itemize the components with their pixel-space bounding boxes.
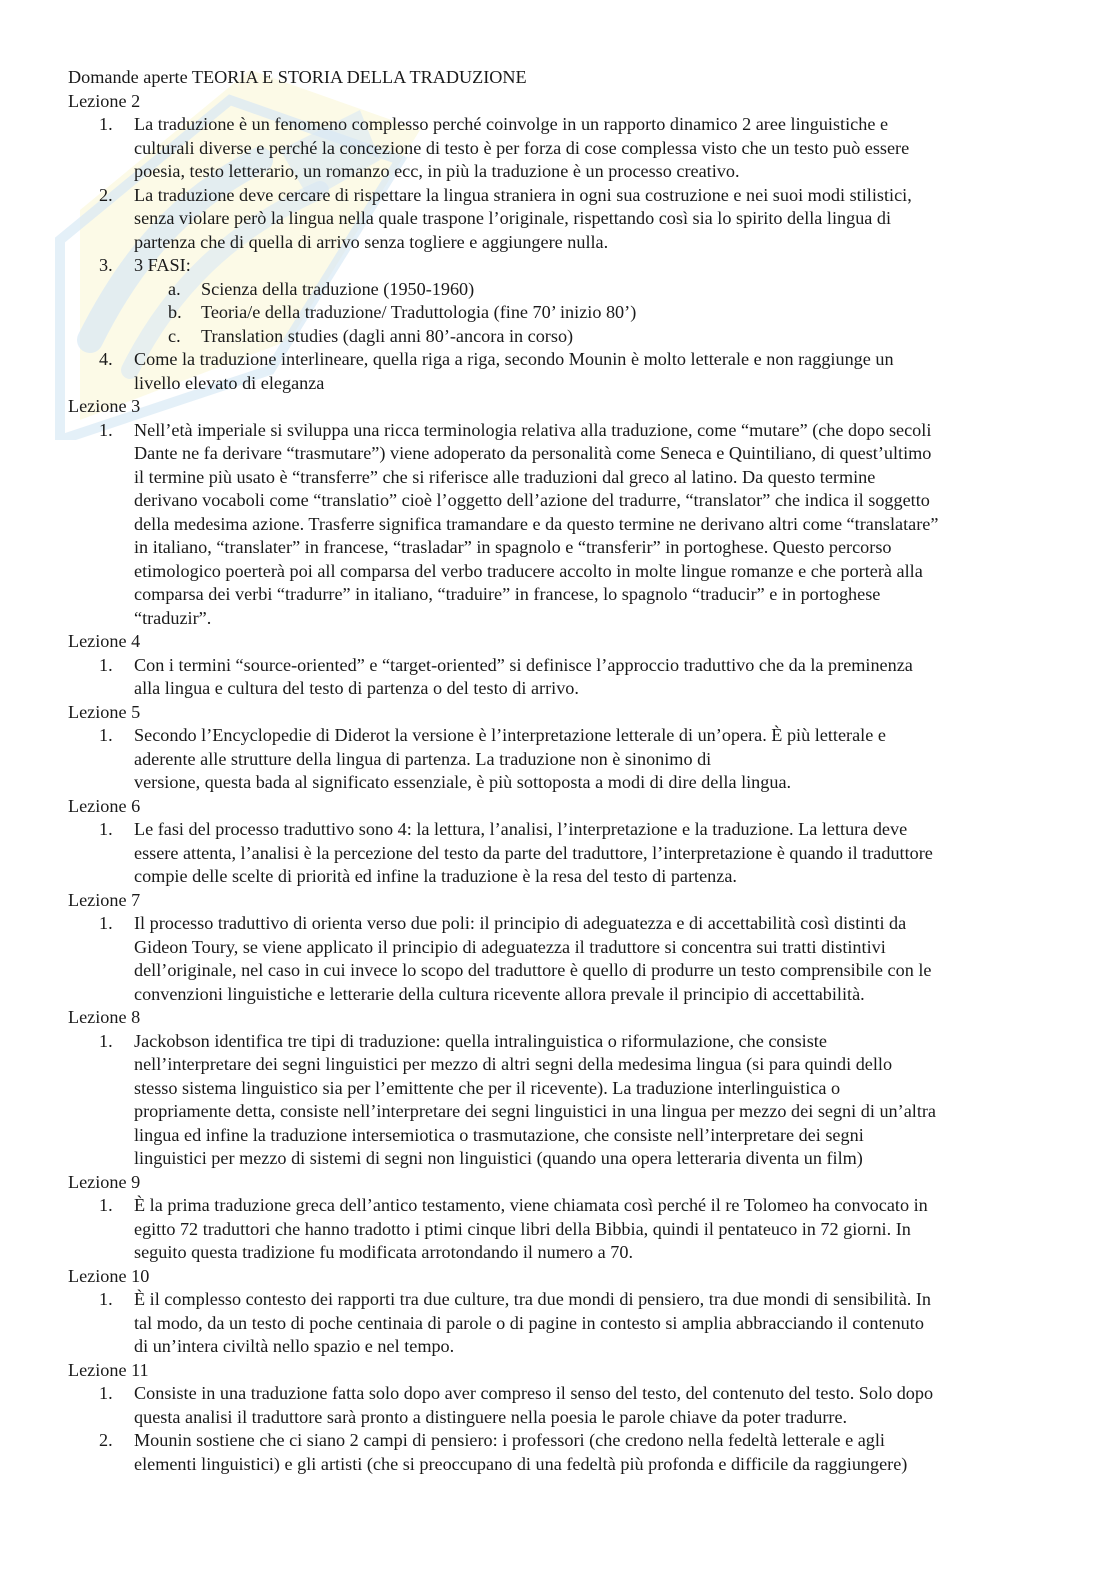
answer-number: 1. [99, 654, 113, 675]
answer-text-line: compie delle scelte di priorità ed infine la traduzione è la resa del testo di partenza. [134, 866, 737, 886]
sub-list [134, 278, 1058, 349]
answer-list [68, 113, 1058, 395]
answer-text-line: È la prima traduzione greca dell’antico testamento, viene chiamata così perché il re Tolomeo ha convocato in [134, 1195, 928, 1215]
answer-text-line: versione, questa bada al significato essenziale, è più sottoposta a modi di dire della lingua. [134, 772, 792, 792]
lesson-heading: Lezione 2 [68, 90, 141, 111]
lesson-section [68, 1265, 1058, 1359]
answer-text-line: aderente alle strutture della lingua di partenza. La traduzione non è sinonimo di [134, 748, 712, 769]
answer-number: 1. [99, 419, 113, 440]
answer-item [68, 654, 1058, 701]
sub-item-letter: a. [168, 278, 181, 299]
answer-text-line: Secondo l’Encyclopedie di Diderot la versione è l’interpretazione letterale di un’opera. È più letterale e [134, 725, 886, 745]
answer-item [68, 113, 1058, 184]
answer-text-line: della medesima azione. Trasferre significa tramandare e da questo termine ne derivano altri come “translatare” [134, 513, 939, 534]
answer-text-line: Gideon Toury, se viene applicato il principio di adeguatezza il traduttore si concentra sui tratti distintivi [134, 936, 886, 957]
answer-item [68, 912, 1058, 1006]
answer-number: 2. [99, 184, 113, 205]
answer-text-line: linguistici per mezzo di sistemi di segni non linguistici (quando una opera letteraria diventa un film) [134, 1148, 863, 1168]
document-page [68, 66, 1058, 1476]
sub-item-text: Translation studies (dagli anni 80’-ancora in corso) [201, 325, 574, 346]
lesson-heading: Lezione 8 [68, 1007, 141, 1027]
answer-number: 1. [99, 1195, 113, 1215]
answer-item [68, 254, 1058, 348]
lesson-heading: Lezione 10 [68, 1265, 150, 1286]
answer-list [68, 654, 1058, 701]
answer-number: 1. [99, 114, 113, 134]
answer-item [68, 1030, 1058, 1171]
lesson-section [68, 889, 1058, 1007]
answer-list [68, 1288, 1058, 1359]
answer-item [68, 1288, 1058, 1359]
answer-text-line: nell’interpretare dei segni linguistici per mezzo di altri segni della medesima lingua (si para quindi dello [134, 1054, 893, 1074]
answer-number: 3. [99, 255, 113, 275]
sub-item-text: Scienza della traduzione (1950-1960) [201, 278, 475, 299]
answer-list [68, 1194, 1058, 1265]
answer-text-line: senza violare però la lingua nella quale traspone l’originale, rispettando così sia lo spirito della lingua di [134, 208, 892, 228]
answer-item [68, 184, 1058, 255]
lesson-heading: Lezione 9 [68, 1171, 141, 1192]
answer-number: 2. [99, 1430, 113, 1450]
answer-item [68, 1429, 1058, 1476]
answer-text-line: il termine più usato è “transferre” che si riferisce alle traduzioni dal greco al latino. Da questo termine [134, 466, 876, 487]
answer-text-line: questa analisi il traduttore sarà pronto a distinguere nella poesia le parole chiave da poter tradurre. [134, 1406, 848, 1427]
lesson-heading: Lezione 3 [68, 396, 141, 416]
answer-text-line: Con i termini “source-oriented” e “target-oriented” si definisce l’approccio traduttivo che da la preminenza [134, 654, 913, 675]
sections-container [68, 90, 1058, 1477]
answer-number: 1. [99, 819, 113, 839]
answer-number: 4. [99, 349, 113, 369]
answer-text-line: in italiano, “translater” in francese, “trasladar” in spagnolo e “transferir” in portoghese. Questo percorso [134, 537, 892, 557]
answer-text-line: Il processo traduttivo di orienta verso due poli: il principio di adeguatezza e di accettabilità così distinti da [134, 913, 907, 933]
answer-text-line: partenza che di quella di arrivo senza togliere e aggiungere nulla. [134, 231, 609, 252]
sub-item [134, 301, 1058, 325]
lesson-section [68, 795, 1058, 889]
answer-item [68, 1382, 1058, 1429]
answer-text-line: La traduzione è un fenomeno complesso perché coinvolge in un rapporto dinamico 2 aree linguistiche e [134, 114, 889, 134]
answer-item [68, 419, 1058, 631]
answer-text-line: livello elevato di eleganza [134, 372, 325, 393]
answer-text-line: culturali diverse e perché la concezione di testo è per forza di cose complessa visto che un testo può essere [134, 137, 910, 158]
answer-number: 1. [99, 1289, 113, 1309]
answer-text-line: egitto 72 traduttori che hanno tradotto i ptimi cinque libri della Bibbia, quindi il pentateuco in 72 giorni. In [134, 1218, 911, 1239]
answer-text-line: Consiste in una traduzione fatta solo dopo aver compreso il senso del testo, del contenuto del testo. Solo dopo [134, 1383, 934, 1403]
answer-text-line: È il complesso contesto dei rapporti tra due culture, tra due mondi di pensiero, tra due mondi di sensibilità. In [134, 1289, 932, 1309]
answer-text-line: derivano vocaboli come “translatio” cioè l’oggetto dell’azione del tradurre, “translator” che indica il soggetto [134, 490, 930, 510]
answer-text-line: stesso sistema linguistico sia per l’emittente che per il ricevente). La traduzione interlinguistica o [134, 1077, 841, 1098]
sub-item-text: Teoria/e della traduzione/ Traduttologia (fine 70’ inizio 80’) [201, 302, 637, 322]
answer-text-line: La traduzione deve cercare di rispettare la lingua straniera in ogni sua costruzione e nei suoi modi stilistici, [134, 184, 912, 205]
answer-text-line: Le fasi del processo traduttivo sono 4: la lettura, l’analisi, l’interpretazione e la traduzione. La lettura deve [134, 819, 908, 839]
answer-list [68, 1382, 1058, 1476]
answer-text-line: elementi linguistici) e gli artisti (che si preoccupano di una fedeltà più profonda e difficile da raggiungere) [134, 1453, 908, 1474]
sub-item [134, 278, 1058, 302]
lesson-heading: Lezione 4 [68, 631, 141, 651]
lesson-section [68, 90, 1058, 396]
sub-item-letter: c. [168, 325, 181, 346]
answer-text-line: propriamente detta, consiste nell’interpretare dei segni linguistici in una lingua per mezzo dei segni di un’altra [134, 1101, 936, 1121]
lesson-heading: Lezione 5 [68, 701, 141, 722]
answer-text-line: tal modo, da un testo di poche centinaia di parole o di pagine in contesto si amplia abbracciando il contenuto [134, 1312, 924, 1333]
answer-list [68, 1030, 1058, 1171]
document-title: Domande aperte TEORIA E STORIA DELLA TRADUZIONE [68, 67, 527, 87]
answer-text-line: 3 FASI: [134, 255, 191, 275]
answer-text-line: di un’intera civiltà nello spazio e nel tempo. [134, 1336, 455, 1356]
lesson-section [68, 630, 1058, 701]
answer-text-line: Jackobson identifica tre tipi di traduzione: quella intralinguistica o riformulazione, che consiste [134, 1030, 827, 1051]
lesson-heading: Lezione 7 [68, 889, 141, 910]
answer-text-line: Mounin sostiene che ci siano 2 campi di pensiero: i professori (che credono nella fedeltà letterale e agli [134, 1430, 885, 1450]
answer-item [68, 724, 1058, 795]
answer-text-line: Come la traduzione interlineare, quella riga a riga, secondo Mounin è molto letterale e non raggiunge un [134, 349, 894, 369]
sub-item [134, 325, 1058, 349]
answer-text-line: convenzioni linguistiche e letterarie della cultura ricevente allora prevale il principio di accettabilità. [134, 983, 865, 1004]
lesson-section [68, 1006, 1058, 1171]
answer-text-line: Dante ne fa derivare “trasmutare”) viene adoperato da personalità come Seneca e Quintiliano, di quest’ultimo [134, 443, 932, 463]
answer-item [68, 818, 1058, 889]
lesson-section [68, 701, 1058, 795]
lesson-section [68, 395, 1058, 630]
answer-list [68, 724, 1058, 795]
answer-text-line: alla lingua e cultura del testo di partenza o del testo di arrivo. [134, 678, 579, 698]
answer-text-line: “traduzir”. [134, 607, 212, 628]
answer-list [68, 419, 1058, 631]
answer-item [68, 348, 1058, 395]
answer-number: 1. [99, 725, 113, 745]
answer-text-line: Nell’età imperiale si sviluppa una ricca terminologia relativa alla traduzione, come “mutare” (che dopo secoli [134, 419, 932, 440]
answer-number: 1. [99, 1383, 113, 1403]
answer-item [68, 1194, 1058, 1265]
answer-text-line: poesia, testo letterario, un romanzo ecc, in più la traduzione è un processo creativo. [134, 161, 740, 181]
answer-list [68, 818, 1058, 889]
answer-text-line: lingua ed infine la traduzione intersemiotica o trasmutazione, che consiste nell’interpretare dei segni [134, 1124, 864, 1145]
answer-number: 1. [99, 913, 113, 933]
lesson-section [68, 1171, 1058, 1265]
sub-item-letter: b. [168, 302, 182, 322]
lesson-heading: Lezione 11 [68, 1359, 149, 1380]
answer-text-line: etimologico poerterà poi all comparsa del verbo traducere accolto in molte lingue romanze e che porterà alla [134, 560, 923, 581]
answer-number: 1. [99, 1030, 113, 1051]
answer-list [68, 912, 1058, 1006]
answer-text-line: essere attenta, l’analisi è la percezione del testo da parte del traduttore, l’interpretazione è quando il traduttore [134, 842, 933, 863]
lesson-section [68, 1359, 1058, 1477]
answer-text-line: comparsa dei verbi “tradurre” in italiano, “traduire” in francese, lo spagnolo “traducir” e in portoghese [134, 584, 881, 604]
answer-text-line: dell’originale, nel caso in cui invece lo scopo del traduttore è quello di produrre un testo comprensibile con le [134, 960, 932, 980]
answer-text-line: seguito questa tradizione fu modificata arrotondando il numero a 70. [134, 1242, 633, 1262]
lesson-heading: Lezione 6 [68, 795, 141, 816]
